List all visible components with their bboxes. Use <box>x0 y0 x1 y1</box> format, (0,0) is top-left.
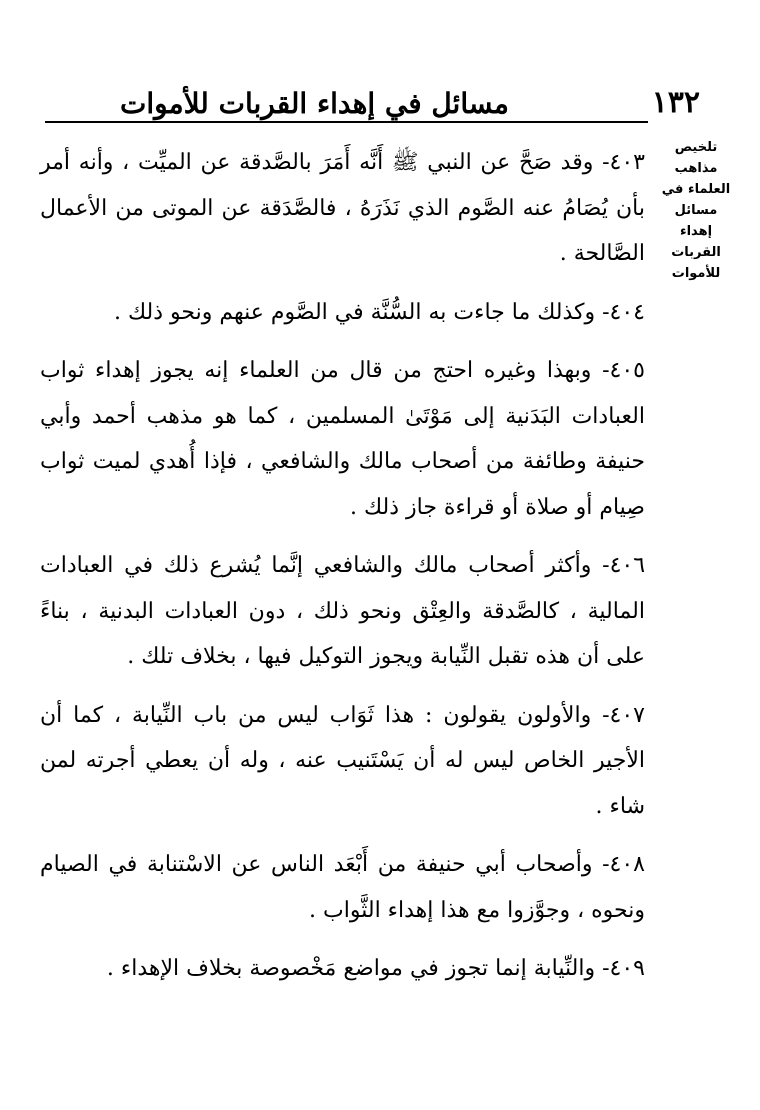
paragraph-406 <box>40 543 645 680</box>
paragraph-number: ٤٠٨- <box>602 852 645 877</box>
paragraph-number: ٤٠٦- <box>602 553 646 578</box>
paragraph-text: وكذلك ما جاءت به السُّنَّة في الصَّوم عنهم ونحو ذلك . <box>114 299 596 325</box>
paragraph-number: ٤٠٥- <box>602 358 645 383</box>
paragraph-number: ٤٠٣- <box>602 150 645 175</box>
paragraph-text: وقد صَحَّ عن النبي ﷺ أَنَّه أَمَرَ بالصَّدقة عن الميِّت ، وأنه أمر بأن يُصَامُ عنه الصَّوم الذي نَذَرَهُ ، فالصَّدَقة عن الموتى من الأعمال الصَّالحة . <box>40 150 645 266</box>
margin-note-line: العلماء في <box>661 182 731 197</box>
paragraph-408 <box>40 842 645 933</box>
margin-note-line: مسائل <box>674 203 718 218</box>
page-number: ١٣٢ <box>651 85 700 120</box>
paragraph-text: وأصحاب أبي حنيفة من أَبْعَد الناس عن الاسْتنابة في الصيام ونحوه ، وجوَّزوا مع هذا إهداء الثَّواب . <box>40 852 645 923</box>
margin-note-line: تلخيص <box>674 140 718 155</box>
margin-note <box>655 137 737 284</box>
paragraph-number: ٤٠٧- <box>602 702 645 728</box>
margin-note-line: القربات <box>671 245 721 260</box>
paragraph-409 <box>40 946 645 992</box>
paragraph-text: وأكثر أصحاب مالك والشافعي إنَّما يُشرع ذلك في العبادات المالية ، كالصَّدقة والعِتْق ونحو ذلك ، دون العبادات البدنية ، بناءً على أن هذه تقبل النِّيابة ويجوز التوكيل فيها ، بخلاف تلك . <box>40 553 645 669</box>
paragraph-text: والنِّيابة إنما تجوز في مواضع مَخْصوصة بخلاف الإهداء . <box>106 956 596 981</box>
margin-note-line: مذاهب <box>674 161 718 176</box>
paragraph-text: وبهذا وغيره احتج من قال من العلماء إنه يجوز إهداء ثواب العبادات البَدَنية إلى مَوْتَىٰ المسلمين ، كما هو مذهب أحمد وأبي حنيفة وطائفة من أصحاب مالك والشافعي ، فإذا أُهدي لميت ثواب صِيام أو صلاة أو قراءة جاز ذلك . <box>40 358 645 520</box>
paragraph-405 <box>40 348 645 530</box>
paragraph-403 <box>40 140 645 277</box>
margin-note-line: إهداء <box>679 224 713 239</box>
running-title: مسائل في إهداء القربات للأموات <box>120 87 509 120</box>
margin-note-line: للأموات <box>671 266 721 281</box>
paragraph-number: ٤٠٤- <box>602 299 645 325</box>
paragraph-text: والأولون يقولون : هذا ثَوَاب ليس من باب النِّيابة ، كما أن الأجير الخاص ليس له أن يَسْتَنيب عنه ، وله أن يعطي أجرته لمن شاء . <box>40 702 645 819</box>
header-rule <box>45 121 648 123</box>
page-header <box>40 72 720 118</box>
paragraph-404 <box>40 290 645 336</box>
paragraph-number: ٤٠٩- <box>602 956 645 981</box>
paragraph-407 <box>40 693 645 830</box>
body-text <box>40 140 645 1005</box>
